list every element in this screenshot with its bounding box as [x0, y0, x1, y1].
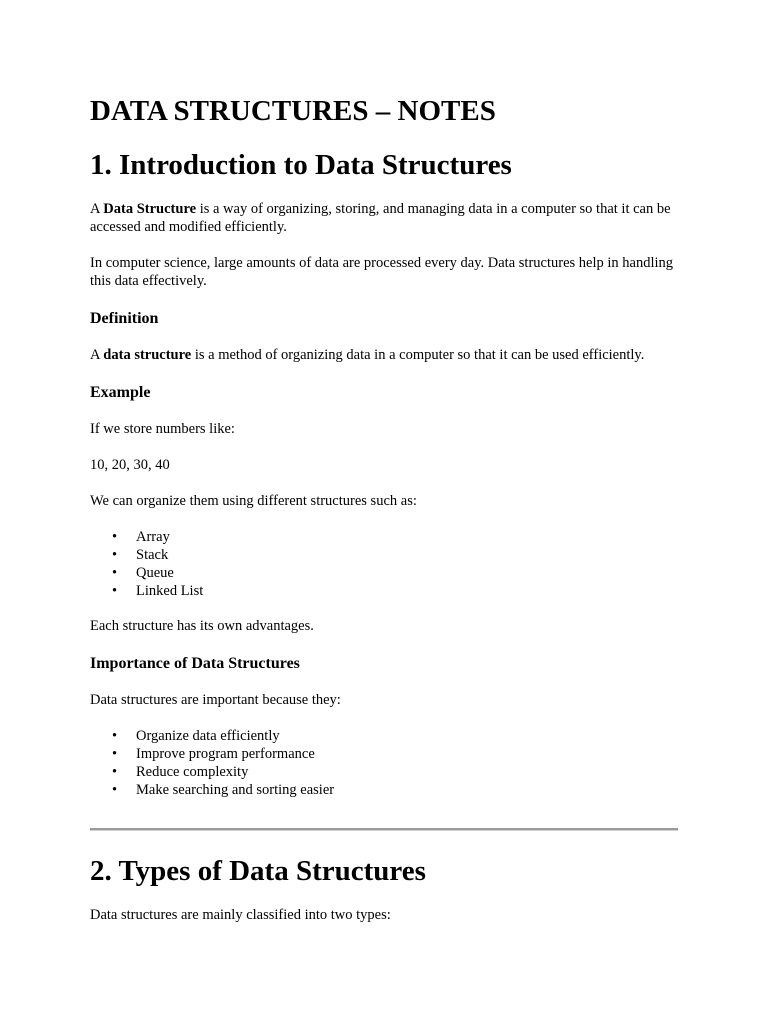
importance-heading: Importance of Data Structures: [90, 655, 300, 672]
list-item: • Queue: [112, 564, 203, 582]
list-item: • Linked List: [112, 582, 203, 600]
definition-term: data structure: [103, 347, 192, 363]
definition-heading: Definition: [90, 310, 159, 327]
list-item: • Improve program performance: [112, 745, 334, 763]
intro-paragraph-1: [90, 200, 680, 236]
example-numbers: 10, 20, 30, 40: [90, 457, 170, 473]
intro-paragraph-2: In computer science, large amounts of data are processed every day. Data structures help in handling this data effectively.: [90, 255, 674, 289]
list-item: • Reduce complexity: [112, 763, 334, 781]
example-outro: Each structure has its own advantages.: [90, 618, 314, 634]
importance-list: [112, 727, 334, 799]
list-item: • Organize data efficiently: [112, 727, 334, 745]
structures-list: [112, 528, 203, 600]
section-1-heading: 1. Introduction to Data Structures: [90, 149, 512, 181]
definition-pre: A: [90, 347, 104, 363]
definition-post: is a method of organizing data in a computer so that it can be used efficiently.: [191, 347, 645, 363]
list-item: • Make searching and sorting easier: [112, 781, 334, 799]
list-item: • Array: [112, 528, 203, 546]
section-2-heading: 2. Types of Data Structures: [90, 855, 426, 887]
section-divider: [90, 828, 678, 831]
document-title: DATA STRUCTURES – NOTES: [90, 95, 496, 127]
example-lead: We can organize them using different structures such as:: [90, 493, 417, 509]
definition-paragraph: [90, 346, 680, 364]
list-item: • Stack: [112, 546, 203, 564]
intro-paragraph-1-post: is a way of organizing, storing, and managing data in a computer so that it can be accessed and modified efficiently.: [90, 201, 671, 235]
intro-paragraph-1-pre: A: [90, 201, 104, 217]
importance-intro: Data structures are important because they:: [90, 692, 341, 708]
intro-paragraph-1-term: Data Structure: [103, 201, 197, 217]
example-intro: If we store numbers like:: [90, 421, 235, 437]
types-intro: Data structures are mainly classified into two types:: [90, 907, 391, 923]
example-heading: Example: [90, 384, 151, 401]
